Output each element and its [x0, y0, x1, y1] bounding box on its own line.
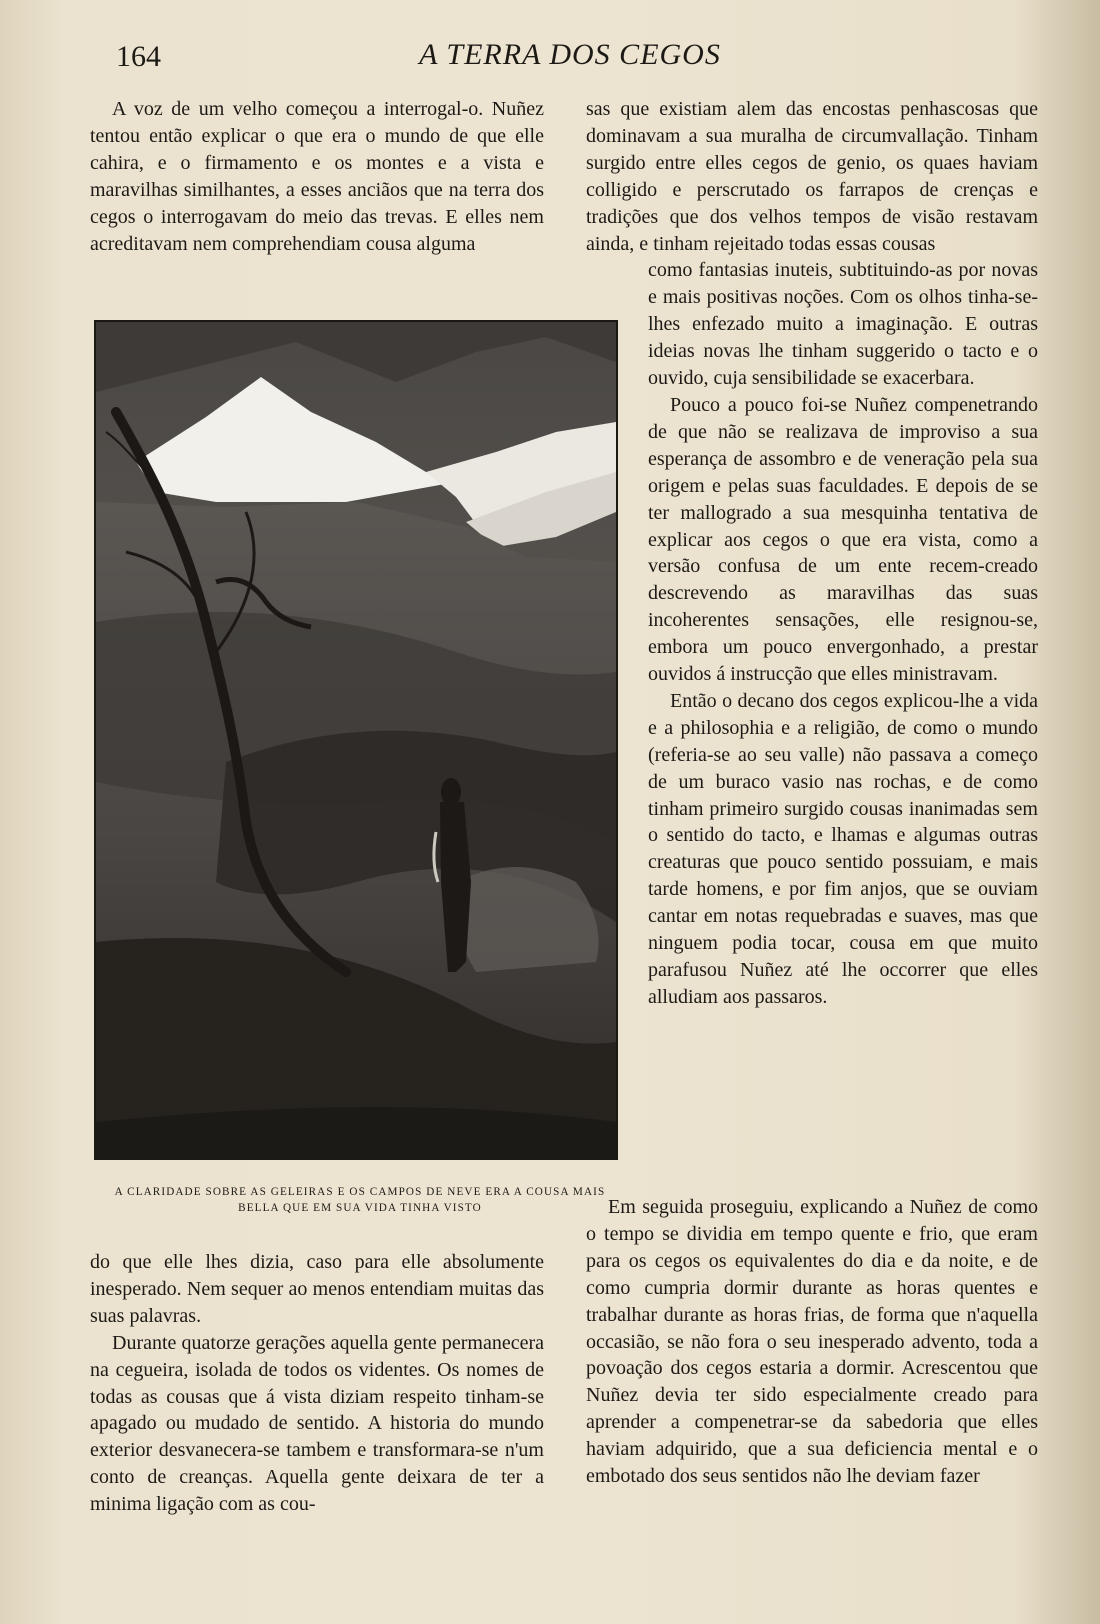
left-column-top: [90, 96, 544, 257]
paragraph: do que elle lhes dizia, caso para elle absolumente inesperado. Nem sequer ao menos entendiam muitas das suas palavras.: [90, 1251, 544, 1327]
paragraph: A voz de um velho começou a interrogal-o. Nuñez tentou então explicar o que era o mundo de que elle cahira, e o firmamento e os montes e a vista e maravilhas similhantes, a esses anciãos que na terra dos cegos o interrogavam do meio das trevas. E elles nem acreditavam nem comprehendiam cousa alguma: [90, 98, 544, 255]
paragraph: Em seguida proseguiu, explicando a Nuñez de como o tempo se dividia em tempo quente e frio, que eram para os cegos os equivalentes do dia e da noite, e de como cumpria dormir durante as horas quentes e trabalhar durante as horas frias, de forma que n'aquella occasião, se não fora o seu inesperado advento, toda a povoação dos cegos estaria a dormir. Acrescentou que Nuñez devia ter sido especialmente creado para aprender a compenetrar-se da sabedoria que elles haviam adquirido, que a sua deficiencia mental e o embotado dos seus sentidos não lhe deviam fazer: [586, 1196, 1038, 1488]
paragraph: como fantasias inuteis, subtituindo-as por novas e mais positivas noções. Com os olhos tinha-se-lhes enfezado muito a imaginação. E outras ideias novas lhe tinham suggerido o tacto e o ouvido, cuja sensibilidade se exacerbara.: [648, 259, 1038, 390]
figure-caption: A CLARIDADE SOBRE AS GELEIRAS E OS CAMPOS DE NEVE ERA A COUSA MAIS BELLA QUE EM SUA VIDA TINHA VISTO: [114, 1186, 606, 1214]
paragraph: Então o decano dos cegos explicou-lhe a vida e a philosophia e a religião, de como o mundo (referia-se ao seu valle) não passava a começo de um buraco vasio nas rochas, e de como tinham primeiro surgido cousas inanimadas sem o sentido do tacto, e lhamas e algumas outras creaturas que pouco sentido possuiam, e mais tarde homens, e por fim anjos, que se ouviam cantar em notas requebradas e suaves, mas que ninguem podia tocar, cousa em que muito parafusou Nuñez até lhe occorrer que elles alludiam aos passaros.: [648, 689, 1038, 1008]
right-column-bottom: [586, 1194, 1038, 1490]
page-number: 164: [116, 40, 161, 73]
left-column-bottom: [90, 1249, 544, 1518]
right-column-top: [586, 96, 1038, 1011]
running-title: A TERRA DOS CEGOS: [419, 38, 721, 71]
illustration: [94, 320, 618, 1160]
paragraph: Pouco a pouco foi-se Nuñez compenetrando de que não se realizava de improviso a sua esperança de assombro e de veneração pela sua origem e pelas suas faculdades. E depois de se ter mallogrado a sua mesquinha tentativa de explicar aos cegos o que era vista, como a versão confusa de um ente recem-creado descrevendo as maravilhas das suas incoherentes sensações, elle resignou-se, embora um pouco envergonhado, a prestar ouvidos á instrucção que elles ministravam.: [648, 393, 1038, 686]
paragraph: sas que existiam alem das encostas penhascosas que dominavam a sua muralha de circumvallação. Tinham surgido entre elles cegos de genio, os quaes haviam colligido e perscrutado os farrapos de crenças e tradições que dos velhos tempos de visão restavam ainda, e tinham rejeitado todas essas cousas: [586, 98, 1038, 255]
illustration-mountain-scene: [96, 322, 616, 1158]
paragraph: Durante quatorze gerações aquella gente permanecera na cegueira, isolada de todos os videntes. Os nomes de todas as cousas que á vista diziam respeito tinham-se apagado ou mudado de sentido. A historia do mundo exterior desvanecera-se tambem e transformara-se n'um conto de creanças. Aquella gente deixara de ter a minima ligação com as cou-: [90, 1331, 544, 1516]
